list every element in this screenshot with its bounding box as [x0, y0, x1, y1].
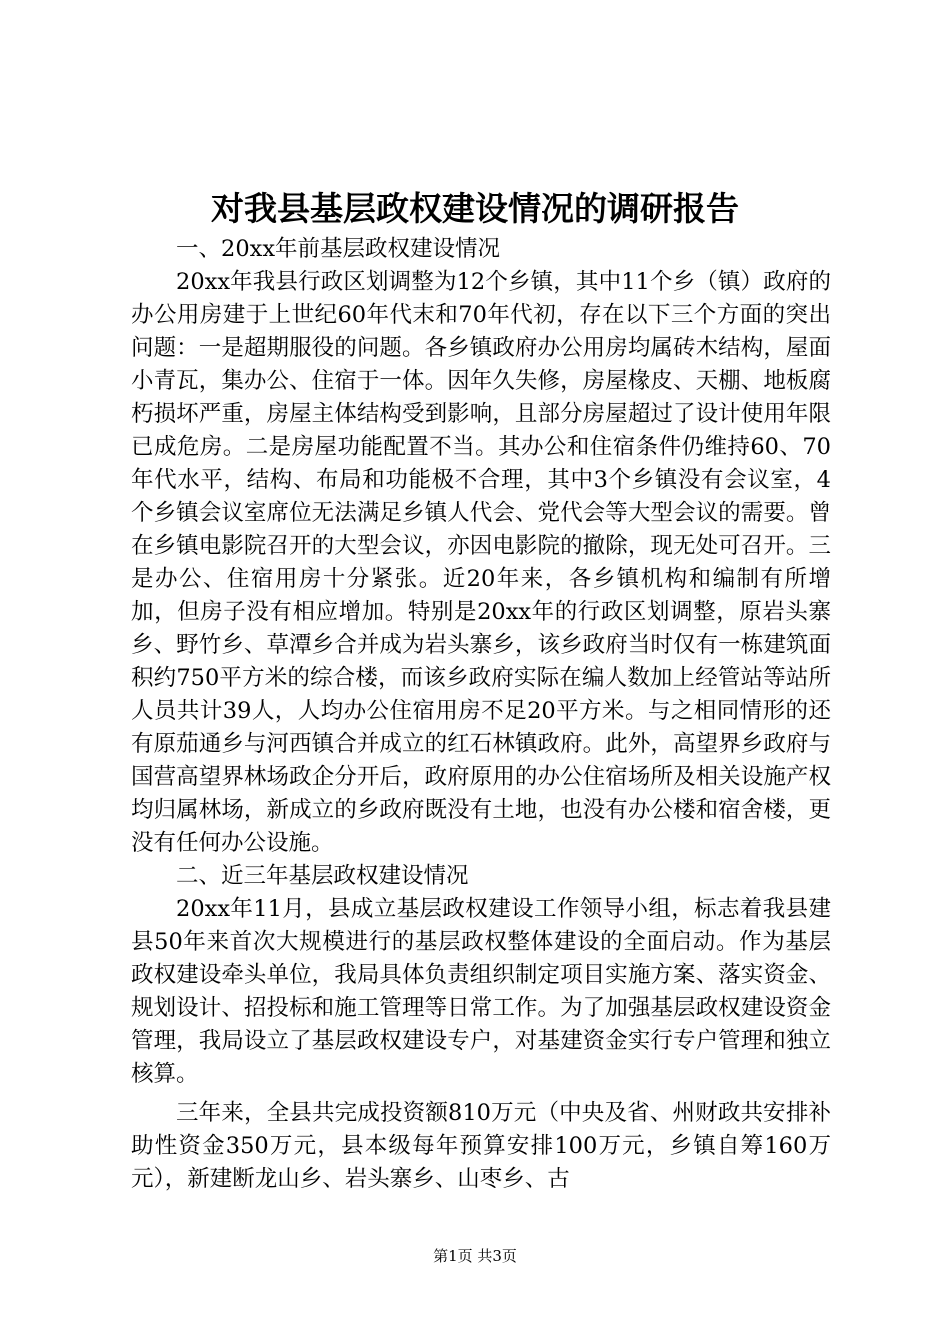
document-title: 对我县基层政权建设情况的调研报告 — [211, 189, 739, 228]
paragraph-1: 20xx年我县行政区划调整为12个乡镇，其中11个乡（镇）政府的办公用房建于上世纪60年代末和70年代初，存在以下三个方面的突出问题：一是超期服役的问题。各乡镇政府办公用房均属砖木结构，屋面小青瓦，集办公、住宿于一体。因年久失修，房屋椽皮、天棚、地板腐朽损坏严重，房屋主体结构受到影响，且部分房屋超过了设计使用年限已成危房。二是房屋功能配置不当。其办公和住宿条件仍维持60、70年代水平，结构、布局和功能极不合理，其中3个乡镇没有会议室，4个乡镇会议室席位无法满足乡镇人代会、党代会等大型会议的需要。曾在乡镇电影院召开的大型会议，亦因电影院的撤除，现无处可召开。三是办公、住宿用房十分紧张。近20年来，各乡镇机构和编制有所增加，但房子没有相应增加。特别是20xx年的行政区划调整，原岩头寨乡、野竹乡、草潭乡合并成为岩头寨乡，该乡政府当时仅有一栋建筑面积约750平方米的综合楼，而该乡政府实际在编人数加上经管站等站所人员共计39人，人均办公住宿用房不足20平方米。与之相同情形的还有原茄通乡与河西镇合并成立的红石林镇政府。此外，高望界乡政府与国营高望界林场政企分开后，政府原用的办公住宿场所及相关设施产权均归属林场，新成立的乡政府既没有土地，也没有办公楼和宿舍楼，更没有任何办公设施。 — [131, 269, 831, 856]
paragraph-3: 三年来，全县共完成投资额810万元（中央及省、州财政共安排补助性资金350万元，县本级每年预算安排100万元，乡镇自筹160万元），新建断龙山乡、岩头寨乡、山枣乡、古 — [131, 1100, 831, 1192]
section-heading-1: 一、20xx年前基层政权建设情况 — [176, 236, 501, 262]
paragraph-2: 20xx年11月，县成立基层政权建设工作领导小组，标志着我县建县50年来首次大规模进行的基层政权整体建设的全面启动。作为基层政权建设牵头单位，我局具体负责组织制定项目实施方案、落实资金、规划设计、招投标和施工管理等日常工作。为了加强基层政权建设资金管理，我局设立了基层政权建设专户，对基建资金实行专户管理和独立核算。 — [131, 896, 831, 1087]
page-footer: 第1页 共3页 — [433, 1247, 517, 1265]
section-heading-2: 二、近三年基层政权建设情况 — [176, 863, 469, 889]
document-body — [131, 233, 831, 1196]
